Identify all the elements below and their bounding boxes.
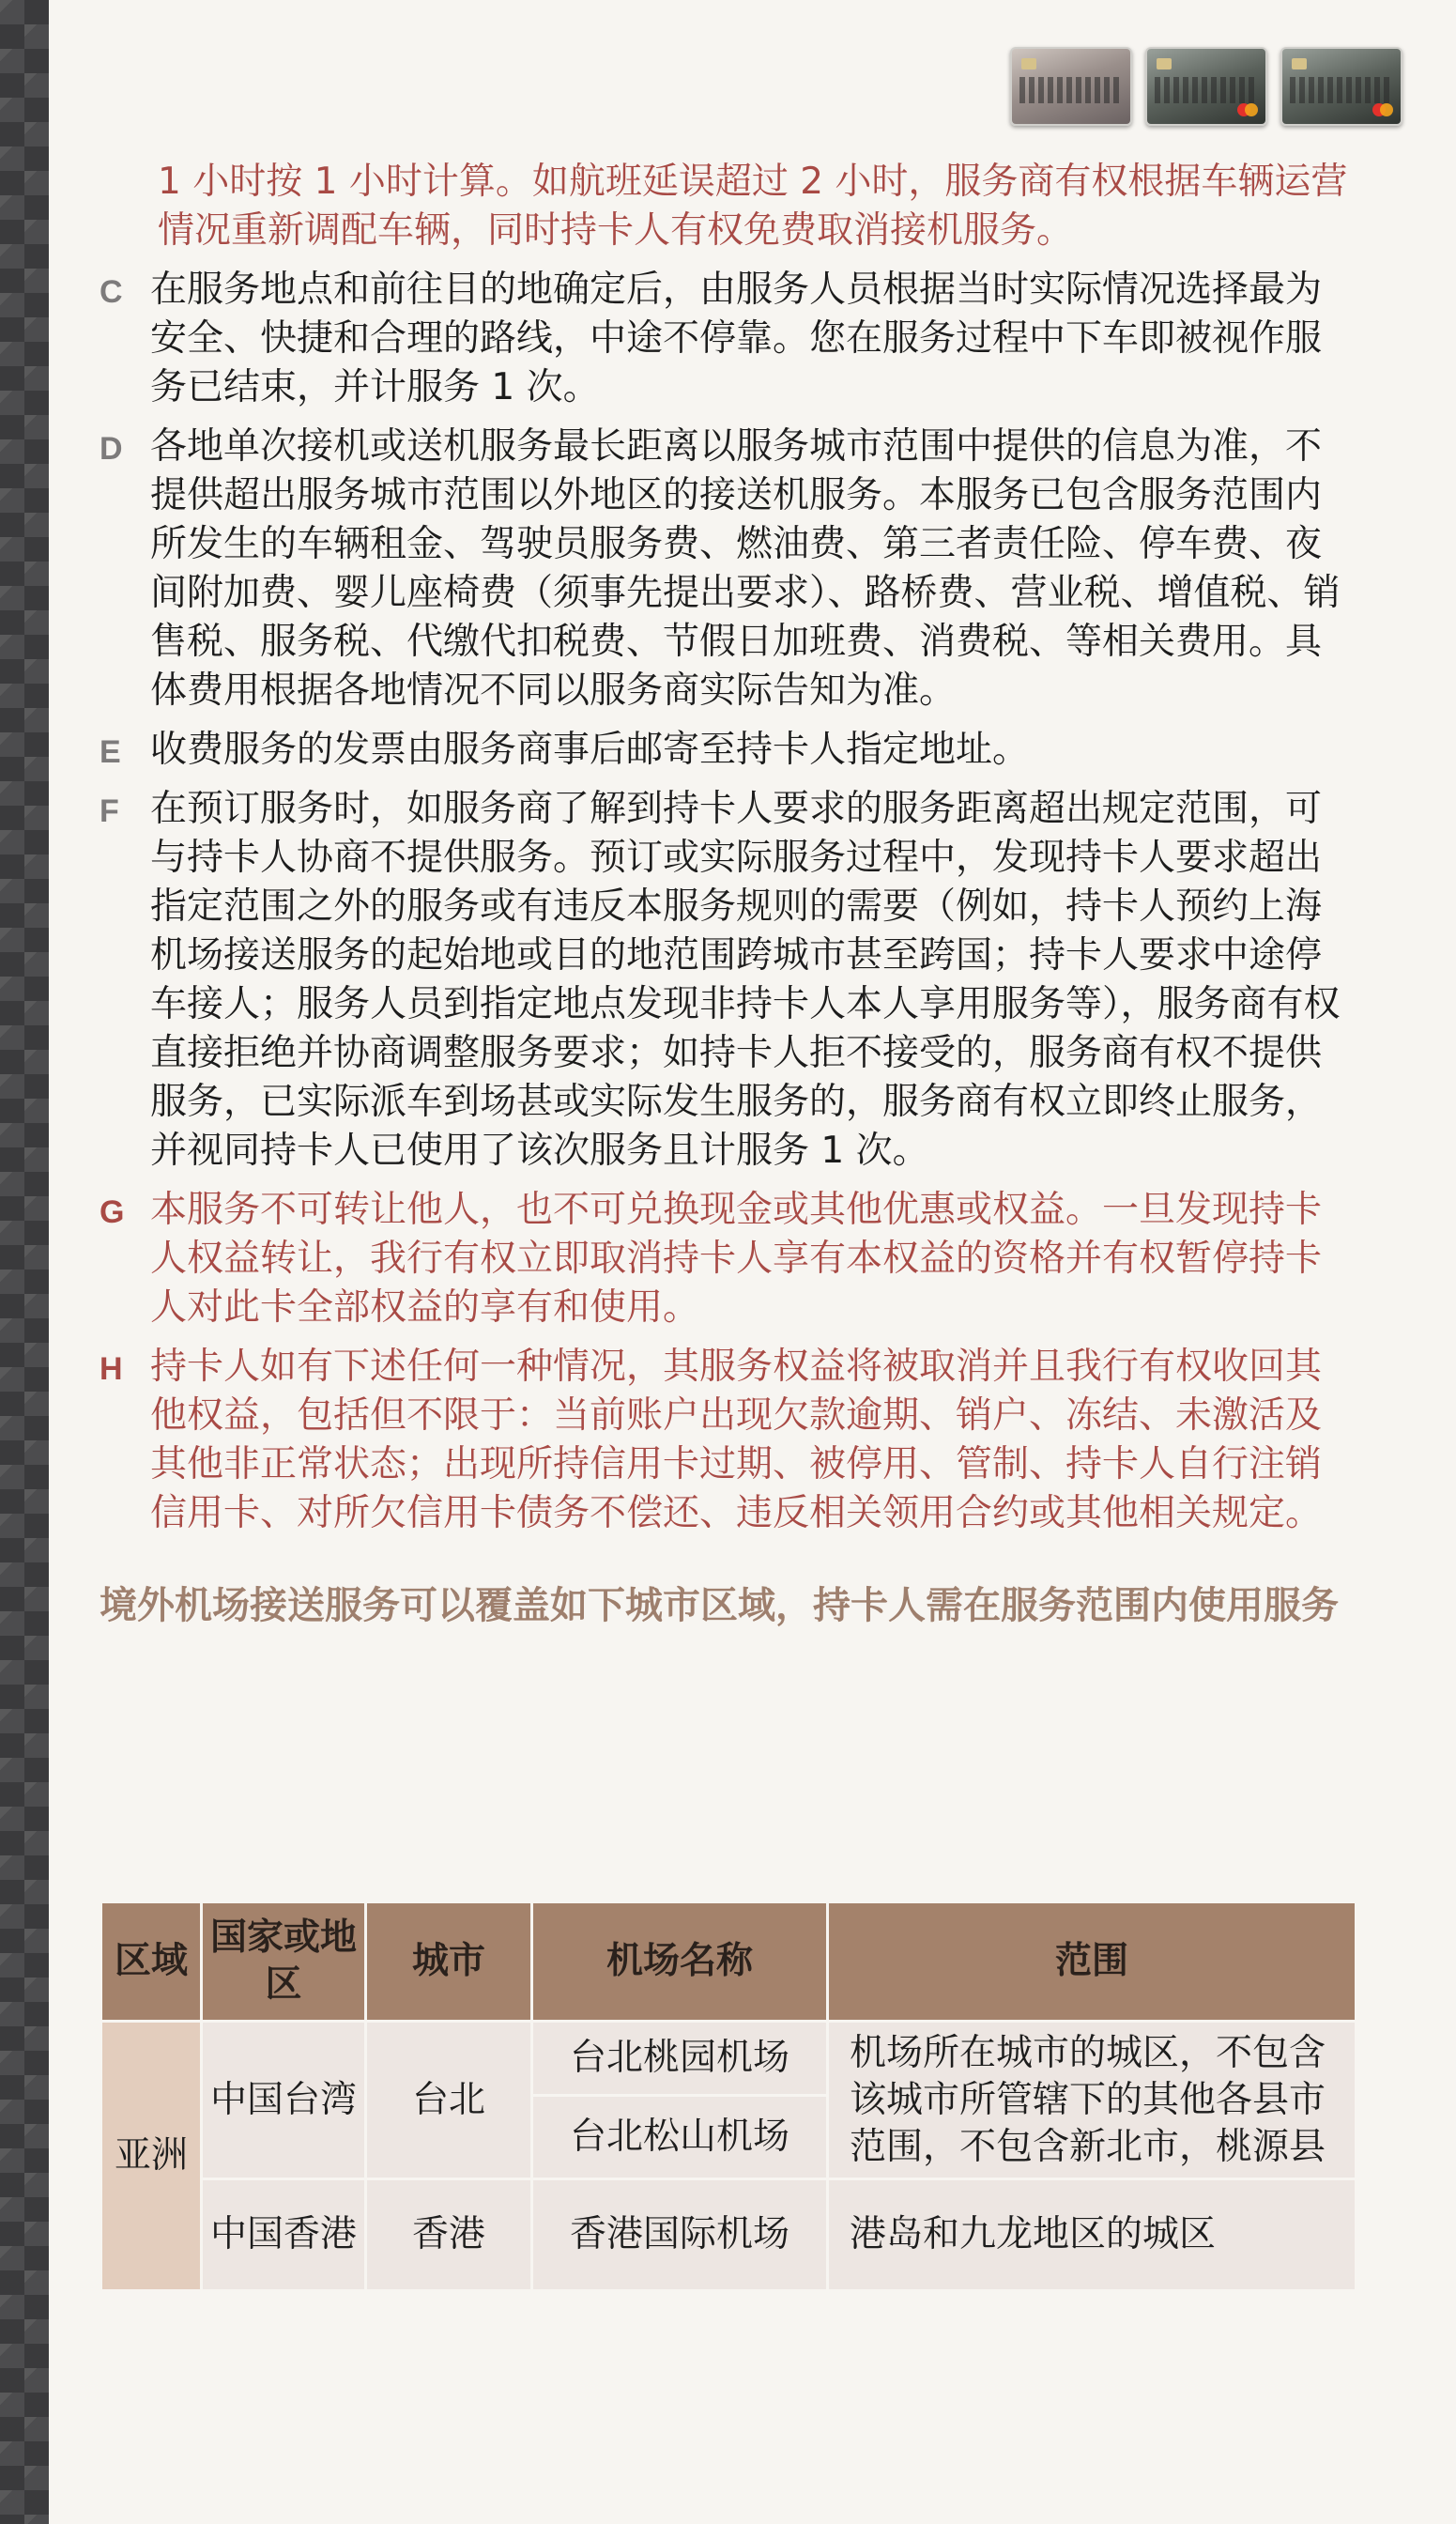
term-item-c [100,266,1357,412]
table-header-row [101,1902,1356,2022]
scope-cell: 港岛和九龙地区的城区 [828,2179,1356,2291]
term-item-g [100,1186,1357,1332]
table-row [101,2022,1356,2096]
item-letter: H [100,1351,123,1387]
country-cell: 中国台湾 [202,2022,366,2179]
item-letter: E [100,734,121,770]
term-item-h [100,1343,1357,1538]
credit-card-image-1 [1010,47,1132,126]
item-text: 持卡人如有下述任何一种情况，其服务权益将被取消并且我行有权收回其他权益，包括但不限于：当前账户出现欠款逾期、销户、冻结、未激活及其他非正常状态；出现所持信用卡过期、被停用、管制、持卡人自行注销信用卡、对所欠信用卡债务不偿还、违反相关领用合约或其他相关规定。 [150,1346,1323,1534]
city-cell: 台北 [366,2022,532,2179]
header-region: 区域 [101,1902,202,2022]
item-letter: C [100,274,123,310]
section-heading: 境外机场接送服务可以覆盖如下城市区域，持卡人需在服务范围内使用服务 [100,1584,1339,1627]
credit-card-image-3 [1280,47,1402,126]
country-cell: 中国香港 [202,2179,366,2291]
item-letter: D [100,431,123,467]
terms-content [100,158,1357,1632]
airport-cell: 台北桃园机场 [532,2022,828,2096]
item-text: 本服务不可转让他人，也不可兑换现金或其他优惠或权益。一旦发现持卡人权益转让，我行有权立即取消持卡人享有本权益的资格并有权暂停持卡人对此卡全部权益的享有和使用。 [150,1189,1323,1329]
item-text: 各地单次接机或送机服务最长距离以服务城市范围中提供的信息为准，不提供超出服务城市范围以外地区的接送机服务。本服务已包含服务范围内所发生的车辆租金、驾驶员服务费、燃油费、第三者责任险、停车费、夜间附加费、婴儿座椅费（须事先提出要求）、路桥费、营业税、增值税、销售税、服务税、代缴代扣税费、节假日加班费、消费税、等相关费用。具体费用根据各地情况不同以服务商实际告知为准。 [150,425,1341,712]
term-item-f [100,785,1357,1176]
card-thumbnails [1010,47,1402,126]
scope-cell: 机场所在城市的城区，不包含该城市所管辖下的其他各县市范围，不包含新北市，桃源县 [828,2022,1356,2179]
mastercard-icon [1372,103,1393,116]
term-item-d [100,423,1357,716]
header-scope: 范围 [828,1902,1356,2022]
airport-cell: 台北松山机场 [532,2096,828,2179]
decorative-side-strip [0,0,49,2524]
item-text: 在预订服务时，如服务商了解到持卡人要求的服务距离超出规定范围，可与持卡人协商不提供服务。预订或实际服务过程中，发现持卡人要求超出指定范围之外的服务或有违反本服务规则的需要（例如，持卡人预约上海机场接送服务的起始地或目的地范围跨城市甚至跨国；持卡人要求中途停车接人；服务人员到指定地点发现非持卡人本人享用服务等），服务商有权直接拒绝并协商调整服务要求；如持卡人拒不接受的，服务商有权不提供服务，已实际派车到场甚或实际发生服务的，服务商有权立即终止服务，并视同持卡人已使用了该次服务且计服务 1 次。 [150,788,1341,1172]
continued-text-b: 1 小时按 1 小时计算。如航班延误超过 2 小时，服务商有权根据车辆运营情况重新调配车辆，同时持卡人有权免费取消接机服务。 [158,161,1348,252]
item-text: 在服务地点和前往目的地确定后，由服务人员根据当时实际情况选择最为安全、快捷和合理的路线，中途不停靠。您在服务过程中下车即被视作服务已结束，并计服务 1 次。 [150,269,1323,408]
airport-cell: 香港国际机场 [532,2179,828,2291]
region-cell: 亚洲 [101,2022,202,2291]
table-row [101,2179,1356,2291]
term-item-e [100,726,1357,775]
item-letter: G [100,1194,125,1230]
service-area-table [100,1901,1357,2292]
item-letter: F [100,793,119,829]
header-airport: 机场名称 [532,1902,828,2022]
mastercard-icon [1237,103,1258,116]
item-text: 收费服务的发票由服务商事后邮寄至持卡人指定地址。 [150,729,1030,771]
header-city: 城市 [366,1902,532,2022]
city-cell: 香港 [366,2179,532,2291]
header-country: 国家或地区 [202,1902,366,2022]
credit-card-image-2 [1145,47,1267,126]
